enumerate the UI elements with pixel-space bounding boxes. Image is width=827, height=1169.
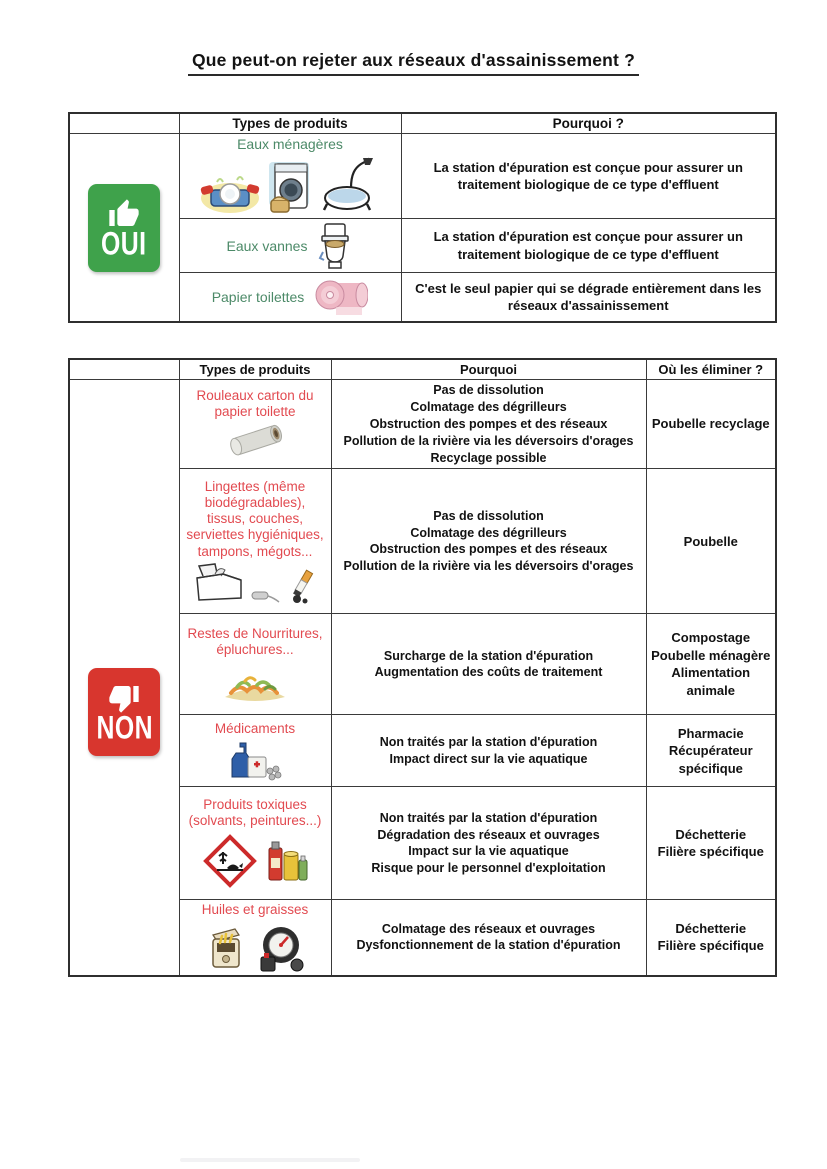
environment-hazard-icon [201,832,259,890]
no-row-huiles-ou-cell: Déchetterie Filière spécifique [646,900,776,976]
non-badge [88,668,160,756]
food-peelings-icon [217,663,293,703]
yes-header-pourquoi: Pourquoi ? [401,113,776,134]
yes-row-vannes-type-cell [179,219,401,273]
no-header-empty [69,359,179,380]
yes-row-menageres-type-cell [179,134,401,219]
cardboard-tube-icon [223,420,287,460]
bathtub-icon [321,154,381,216]
yes-table [68,112,777,323]
cigarette-butt-icon [287,568,317,604]
type-label: Restes de Nourritures, épluchures... [187,626,323,658]
fryer-icon [205,921,249,973]
no-row-lingettes-ou-cell: Poubelle [646,469,776,614]
paint-cans-icon [265,834,309,890]
no-row-medicaments-type-cell [179,715,331,787]
type-label: Eaux vannes [226,237,308,254]
no-row-huiles-pourquoi-cell: Colmatage des réseaux et ouvrages Dysfonctionnement de la station d'épuration [331,900,646,976]
type-label: Rouleaux carton du papier toilette [196,388,314,420]
no-row-restes-pourquoi-cell: Surcharge de la station d'épuration Augmentation des coûts de traitement [331,614,646,715]
oui-badge-label: OUI [101,225,148,262]
no-row-medicaments-pourquoi-cell: Non traités par la station d'épuration Impact direct sur la vie aquatique [331,715,646,787]
no-row-restes-type-cell [179,614,331,715]
no-row-restes-ou-cell: Compostage Poubelle ménagère Alimentation animale [646,614,776,715]
no-row-huiles-type-cell [179,900,331,976]
oui-badge [88,184,160,272]
type-label: Lingettes (même biodégradables), tissus, couches, serviettes hygiéniques, tampons, mégots... [186,478,324,559]
thumbs-up-icon [107,198,141,230]
yes-header-types: Types de produits [179,113,401,134]
scan-artifact [180,1158,360,1162]
no-header-pourquoi: Pourquoi [331,359,646,380]
type-label: Huiles et graisses [201,902,309,918]
no-row-toxiques-type-cell [179,787,331,900]
dishes-icon [199,172,261,216]
toilet-icon [317,222,353,270]
yes-header-empty [69,113,179,134]
non-badge-label: NON [95,709,153,746]
no-row-toxiques-ou-cell: Déchetterie Filière spécifique [646,787,776,900]
yes-row-menageres-pourquoi-cell: La station d'épuration est conçue pour assurer un traitement biologique de ce type d'effluent [401,134,776,219]
no-row-rouleaux-pourquoi-cell: Pas de dissolution Colmatage des dégrilleurs Obstruction des pompes et des réseaux Pollution de la rivière via les déversoirs d'orages Recyclage possible [331,380,646,469]
tampon-icon [251,588,281,604]
no-row-lingettes-type-cell [179,469,331,614]
no-row-lingettes-pourquoi-cell: Pas de dissolution Colmatage des dégrilleurs Obstruction des pompes et des réseaux Pollution de la rivière via les déversoirs d'orages [331,469,646,614]
yes-row-papier-type-cell [179,273,401,323]
yes-row-papier-pourquoi-cell: C'est le seul papier qui se dégrade entièrement dans les réseaux d'assainissement [401,273,776,323]
yes-row-vannes-pourquoi-cell: La station d'épuration est conçue pour assurer un traitement biologique de ce type d'effluent [401,219,776,273]
no-row-rouleaux-ou-cell: Poubelle recyclage [646,380,776,469]
type-label: Eaux ménagères [237,136,343,152]
type-label: Produits toxiques (solvants, peintures...) [188,797,322,829]
no-header-types: Types de produits [179,359,331,380]
type-label: Papier toilettes [211,289,305,306]
no-badge-cell [69,380,179,976]
no-table [68,358,777,977]
type-label: Médicaments [214,720,296,736]
page-title: Que peut-on rejeter aux réseaux d'assainissement ? [0,50,827,76]
washing-machine-icon [267,160,315,216]
toilet-paper-icon [314,275,368,319]
no-row-rouleaux-type-cell [179,380,331,469]
no-row-toxiques-pourquoi-cell: Non traités par la station d'épuration Dégradation des réseaux et ouvrages Impact sur la vie aquatique Risque pour le personnel d'exploitation [331,787,646,900]
oil-gauge-icon [255,923,305,973]
no-header-ou: Où les éliminer ? [646,359,776,380]
yes-badge-cell [69,134,179,323]
no-row-medicaments-ou-cell: Pharmacie Récupérateur spécifique [646,715,776,787]
medicines-icon [226,739,284,781]
wipes-box-icon [193,562,245,604]
